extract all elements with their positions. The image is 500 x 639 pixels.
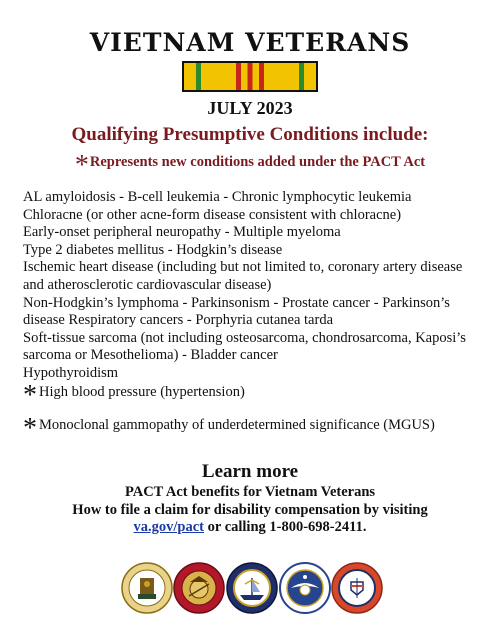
condition-line: AL amyloidosis - B-cell leukemia - Chronic lymphocytic leukemia: [23, 189, 412, 205]
vietnam-service-ribbon-icon: [182, 61, 318, 92]
new-condition-text: High blood pressure (hypertension): [39, 384, 245, 400]
condition-line: Early-onset peripheral neuropathy - Multiple myeloma: [23, 224, 341, 241]
new-condition-text: Monoclonal gammopathy of underdetermined significance (MGUS): [39, 417, 435, 433]
condition-line: Type 2 diabetes mellitus - Hodgkin’s disease: [23, 241, 283, 258]
page-title: VIETNAM VETERANS: [89, 28, 411, 57]
ribbon-stripe-green-right: [299, 61, 304, 92]
pact-benefits-line: PACT Act benefits for Vietnam Veterans: [124, 484, 376, 500]
learn-more-info: [0, 484, 500, 537]
asterisk-icon: *: [23, 380, 37, 411]
ribbon-stripe-red-1: [236, 61, 241, 92]
asterisk-icon: *: [23, 413, 37, 444]
condition-line: Non-Hodgkin’s lymphoma - Parkinsonism - Prostate cancer - Parkinson’s: [23, 294, 450, 311]
condition-line: sarcoma or Mesothelioma) - Bladder cancer: [23, 347, 278, 364]
navy-seal-icon: [226, 562, 278, 614]
condition-line: Ischemic heart disease (including but not limited to, coronary artery disease: [23, 259, 463, 276]
new-condition-item: [23, 413, 435, 445]
contact-line: [0, 519, 500, 537]
learn-more-heading: Learn more: [201, 461, 299, 482]
condition-line: Soft-tissue sarcoma (not including osteosarcoma, chondrosarcoma, Kaposi’s: [23, 329, 466, 346]
conditions-heading: Qualifying Presumptive Conditions include:: [71, 124, 429, 145]
coast-guard-seal-icon: [331, 562, 383, 614]
condition-line: Chloracne (or other acne-form disease consistent with chloracne): [23, 206, 402, 223]
conditions-list: [23, 189, 483, 383]
army-seal-icon: [121, 562, 173, 614]
condition-line: Hypothyroidism: [23, 364, 119, 381]
ribbon-stripe-red-3: [259, 61, 264, 92]
claim-instructions-line: How to file a claim for disability compensation by visiting: [72, 501, 428, 518]
ribbon-stripe-green-left: [196, 61, 201, 92]
ribbon-graphic: [182, 61, 318, 92]
military-branch-seals: [121, 562, 383, 626]
pact-note: [0, 150, 500, 182]
ribbon-stripe-red-2: [248, 61, 253, 92]
phone-text: or calling 1-800-698-2411.: [204, 519, 367, 535]
condition-line: and atherosclerotic cardiovascular disease): [23, 276, 272, 293]
va-pact-link[interactable]: va.gov/pact: [133, 519, 205, 535]
new-condition-item: [23, 380, 245, 412]
pact-note-text: Represents new conditions added under the PACT Act: [89, 154, 426, 170]
asterisk-icon: *: [74, 150, 89, 181]
date-heading: JULY 2023: [207, 98, 293, 118]
condition-line: disease Respiratory cancers - Porphyria cutanea tarda: [23, 312, 334, 329]
marine-corps-seal-icon: [173, 562, 225, 614]
air-force-seal-icon: [279, 562, 331, 614]
